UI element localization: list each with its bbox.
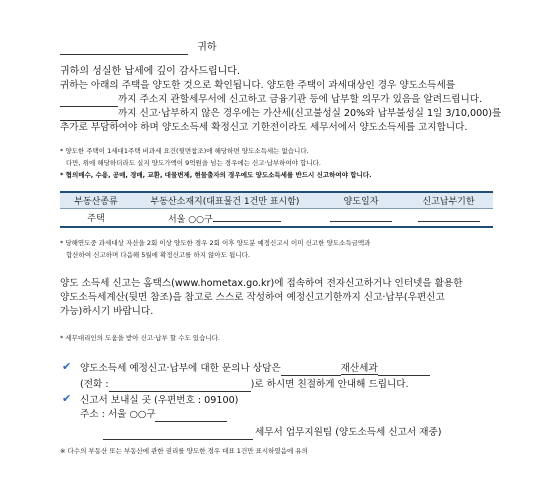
mail-title: 신고서 보내실 곳 (우편번호 : 09100) [80,395,239,406]
deadline-blank-2 [60,109,118,121]
table-row [60,209,493,228]
col-header-date: 양도일자 [318,192,404,209]
property-address-text: 서울 ○○구 [168,214,213,225]
note-multiple-transfer: * 당해연도중 과세대상 자산을 2회 이상 양도한 경우 2회 이후 양도분 예정신고시 이미 신고한 양도소득금액과 [60,239,371,247]
filing-deadline [404,209,493,228]
hometax-line-2: 양도소득세계산(뒷면 참조)을 참고로 스스로 작성하여 예정신고기한까지 신고·납부(우편신고 [60,292,445,303]
office-name-blank [103,428,253,440]
mail-address-blank [155,410,227,422]
intro-line-1: 귀하의 성실한 납세에 깊이 감사드립니다. [60,66,241,77]
note-expropriation: * 협의매수, 수용, 공매, 경매, 교환, 대물변제, 현물출자의 경우에도 양도소득세를 반드시 신고하여야 합니다. [60,171,372,179]
salutation-suffix: 귀하 [197,42,217,53]
deadline-blank-1 [60,95,118,107]
tax-office-blank [281,364,341,376]
phone-close: )로 하시면 친절하게 안내해 드립니다. [250,379,409,390]
property-type: 주택 [60,209,132,228]
phone-open: (전화 : [80,379,109,390]
recipient-name-blank [60,43,188,55]
col-header-address: 부동산소재지(대표물건 1건만 표시함) [132,192,318,209]
intro-line-4 [60,107,501,121]
office-line [103,426,442,440]
mail-address [80,408,227,422]
dept-suffix-blank [378,364,430,376]
department-name: 재산세과 [340,363,378,374]
note-single-house-cont: 다만, 위에 해당하더라도 실지 양도가액이 9억원을 넘는 경우에는 신고·납부하여야 합니다. [66,159,321,167]
transfer-date [318,209,404,228]
note-single-house: * 양도한 주택이 1세대1주택 비과세 요건(뒷면참조)에 해당하면 양도소득세는 없습니다. [60,147,309,155]
filing-deadline-blank [418,211,480,222]
transfer-date-blank [330,211,392,222]
check-icon: ✔ [62,392,72,405]
property-address [132,209,318,228]
intro-line-2: 귀하는 아래의 주택을 양도한 것으로 확인됩니다. 양도한 주택이 과세대상인 경우 양도소득세를 [60,80,455,91]
property-table [60,191,493,228]
inquiry-line [80,362,430,376]
note-multiple-transfer-cont: 합산하여 신고하며 다음해 5월에 확정신고를 하지 않아도 됩니다. [66,251,250,259]
intro-line-4-text: 까지 신고·납부하지 않은 경우에는 가산세(신고불성실 20%와 납부불성실 1일 3/10,000)를 [118,108,502,119]
intro-line-3 [60,93,482,107]
footer-note: ※ 다수의 부동산 또는 부동산에 관한 권리를 양도한 경우 대표 1건만 표시하였음에 유의 [60,447,308,455]
hometax-line-3: 가능)하시기 바랍니다. [60,306,154,317]
inquiry-text: 양도소득세 예정신고·납부에 대한 문의나 상담은 [80,363,281,374]
salutation [60,41,217,55]
address-blank [213,211,281,222]
table-header-row [60,192,493,209]
intro-line-5: 추가로 부담하여야 하며 양도소득세 확정신고 기한전이라도 세무서에서 양도소득세를 고지합니다. [60,122,468,133]
phone-line [80,378,409,392]
office-text: 세무서 업무지원팀 (양도소득세 신고서 재중) [255,427,442,438]
phone-blank [109,380,251,392]
agent-note: * 세무대리인의 도움을 받아 신고·납부 할 수도 있습니다. [60,334,220,342]
hometax-line-1: 양도 소득세 신고는 홈택스(www.hometax.go.kr)에 접속하여 전자신고하거나 인터넷을 활용한 [60,278,463,289]
mail-address-text: 주소 : 서울 ○○구 [80,409,156,420]
intro-line-3-text: 까지 주소지 관할세무서에 신고하고 금융기관 등에 납부할 의무가 있음을 알려드립니다. [118,94,483,105]
col-header-type: 부동산종류 [60,192,132,209]
check-icon: ✔ [62,360,72,373]
col-header-deadline: 신고납부기한 [404,192,493,209]
